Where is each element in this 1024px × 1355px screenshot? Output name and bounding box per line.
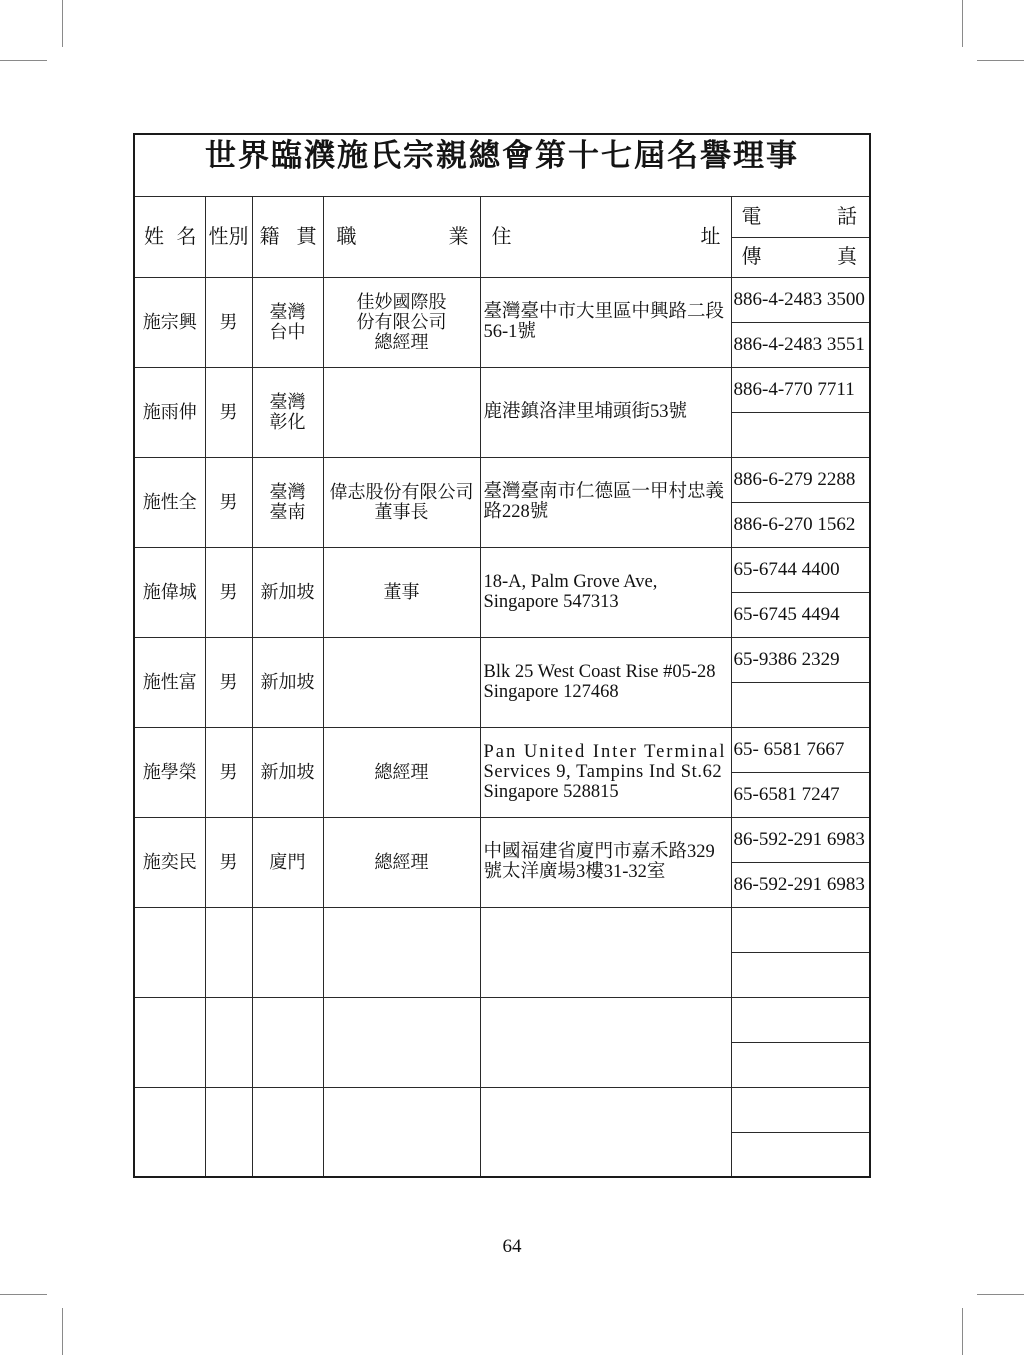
table-row	[134, 277, 870, 322]
header-origin: 籍 貫	[259, 225, 317, 248]
member-fax	[731, 682, 870, 727]
member-origin	[252, 817, 323, 907]
origin-line: 彰化	[269, 412, 306, 432]
member-address	[480, 277, 731, 367]
empty-row	[134, 1087, 870, 1132]
member-occupation	[323, 367, 480, 457]
crop-mark	[0, 60, 47, 61]
member-gender: 男	[205, 547, 252, 637]
table-row	[134, 727, 870, 772]
member-occupation	[323, 817, 480, 907]
member-origin	[252, 457, 323, 547]
origin-line: 臺南	[269, 502, 306, 522]
address-line: 56-1號	[483, 322, 536, 342]
honorary-directors-table	[133, 133, 871, 1178]
occupation-line: 佳妙國際股	[356, 292, 447, 312]
member-address	[480, 457, 731, 547]
origin-line: 新加坡	[260, 582, 315, 602]
member-name: 施學榮	[134, 727, 205, 817]
table-row	[134, 547, 870, 592]
empty-cell	[252, 997, 323, 1087]
empty-cell	[731, 1132, 870, 1177]
member-occupation	[323, 277, 480, 367]
crop-mark	[977, 1294, 1024, 1295]
origin-line: 新加坡	[260, 762, 315, 782]
crop-mark	[977, 60, 1024, 61]
page-number: 64	[502, 1236, 522, 1257]
empty-row	[134, 907, 870, 952]
empty-cell	[134, 997, 205, 1087]
origin-line: 台中	[269, 322, 306, 342]
member-phone: 886-4-770 7711	[731, 367, 870, 412]
empty-cell	[134, 907, 205, 997]
header-row	[134, 196, 870, 237]
member-address	[480, 547, 731, 637]
address-line: 路228號	[483, 502, 549, 522]
table-title: 世界臨濮施氏宗親總會第十七屆名譽理事	[134, 134, 870, 196]
empty-cell	[480, 1087, 731, 1177]
occupation-line: 總經理	[374, 762, 429, 782]
header-address-cell	[480, 196, 731, 277]
crop-mark	[962, 1308, 963, 1355]
header-gender-cell	[205, 196, 252, 277]
member-gender: 男	[205, 457, 252, 547]
header-gender: 性別	[208, 225, 249, 248]
origin-line: 廈門	[269, 852, 306, 872]
header-name: 姓 名	[144, 225, 197, 248]
occupation-line: 董事	[383, 582, 420, 602]
member-phone: 65-6744 4400	[731, 547, 870, 592]
member-phone: 886-4-2483 3500	[731, 277, 870, 322]
address-line: 臺灣臺中市大里區中興路二段	[483, 302, 725, 322]
member-fax: 886-6-270 1562	[731, 502, 870, 547]
occupation-line: 偉志股份有限公司	[329, 482, 474, 502]
header-phone: 電 話	[741, 205, 858, 228]
crop-mark	[62, 1308, 63, 1355]
address-line: Pan United Inter Terminal	[483, 742, 727, 762]
member-origin	[252, 637, 323, 727]
member-name: 施奕民	[134, 817, 205, 907]
table-row	[134, 457, 870, 502]
header-phone-cell	[731, 196, 870, 237]
member-name: 施偉城	[134, 547, 205, 637]
member-fax	[731, 412, 870, 457]
empty-row	[134, 997, 870, 1042]
empty-cell	[252, 1087, 323, 1177]
occupation-line: 總經理	[374, 852, 429, 872]
member-address	[480, 817, 731, 907]
address-line: Singapore 547313	[483, 592, 619, 612]
member-origin	[252, 547, 323, 637]
header-occupation-cell	[323, 196, 480, 277]
member-origin	[252, 277, 323, 367]
crop-mark	[962, 0, 963, 47]
header-address: 住 址	[491, 225, 721, 248]
member-phone: 65-9386 2329	[731, 637, 870, 682]
member-occupation	[323, 637, 480, 727]
occupation-line: 份有限公司	[356, 312, 447, 332]
empty-cell	[323, 997, 480, 1087]
member-occupation	[323, 547, 480, 637]
empty-cell	[134, 1087, 205, 1177]
member-gender: 男	[205, 277, 252, 367]
address-line: 鹿港鎮洛津里埔頭街53號	[483, 402, 688, 422]
member-phone: 886-6-279 2288	[731, 457, 870, 502]
header-origin-cell	[252, 196, 323, 277]
address-line: Singapore 528815	[483, 782, 619, 802]
address-line: Blk 25 West Coast Rise #05-28	[483, 662, 716, 682]
member-name: 施性全	[134, 457, 205, 547]
address-line: 18-A, Palm Grove Ave,	[483, 572, 658, 592]
member-occupation	[323, 727, 480, 817]
address-line: 號太洋廣場3樓31-32室	[483, 862, 666, 882]
member-gender: 男	[205, 817, 252, 907]
empty-cell	[323, 907, 480, 997]
member-name: 施宗興	[134, 277, 205, 367]
member-phone: 86-592-291 6983	[731, 817, 870, 862]
occupation-line: 總經理	[374, 332, 429, 352]
empty-cell	[205, 1087, 252, 1177]
table-row	[134, 637, 870, 682]
address-line: 臺灣臺南市仁德區一甲村忠義	[483, 482, 725, 502]
member-origin	[252, 367, 323, 457]
empty-cell	[731, 1087, 870, 1132]
member-phone: 65- 6581 7667	[731, 727, 870, 772]
empty-cell	[731, 997, 870, 1042]
crop-mark	[0, 1294, 47, 1295]
origin-line: 臺灣	[269, 482, 306, 502]
empty-cell	[731, 952, 870, 997]
header-name-cell	[134, 196, 205, 277]
empty-cell	[480, 907, 731, 997]
member-name: 施性富	[134, 637, 205, 727]
table-row	[134, 817, 870, 862]
empty-cell	[731, 907, 870, 952]
address-line: 中國福建省廈門市嘉禾路329	[483, 842, 715, 862]
member-fax: 65-6581 7247	[731, 772, 870, 817]
header-fax-cell	[731, 237, 870, 277]
empty-cell	[731, 1042, 870, 1087]
empty-cell	[323, 1087, 480, 1177]
occupation-line: 董事長	[374, 502, 429, 522]
crop-mark	[62, 0, 63, 47]
address-line: Services 9, Tampins Ind St.62	[483, 762, 723, 782]
member-fax: 86-592-291 6983	[731, 862, 870, 907]
member-gender: 男	[205, 727, 252, 817]
empty-cell	[480, 997, 731, 1087]
member-gender: 男	[205, 637, 252, 727]
member-fax: 886-4-2483 3551	[731, 322, 870, 367]
origin-line: 新加坡	[260, 672, 315, 692]
address-line: Singapore 127468	[483, 682, 619, 702]
member-address	[480, 367, 731, 457]
member-occupation	[323, 457, 480, 547]
member-name: 施雨伸	[134, 367, 205, 457]
origin-line: 臺灣	[269, 302, 306, 322]
header-occupation: 職 業	[336, 225, 469, 248]
member-address	[480, 637, 731, 727]
header-fax: 傳 真	[741, 246, 858, 268]
origin-line: 臺灣	[269, 392, 306, 412]
table-row	[134, 367, 870, 412]
empty-cell	[205, 997, 252, 1087]
title-row	[134, 134, 870, 196]
empty-cell	[205, 907, 252, 997]
member-origin	[252, 727, 323, 817]
member-gender: 男	[205, 367, 252, 457]
member-fax: 65-6745 4494	[731, 592, 870, 637]
member-address	[480, 727, 731, 817]
empty-cell	[252, 907, 323, 997]
